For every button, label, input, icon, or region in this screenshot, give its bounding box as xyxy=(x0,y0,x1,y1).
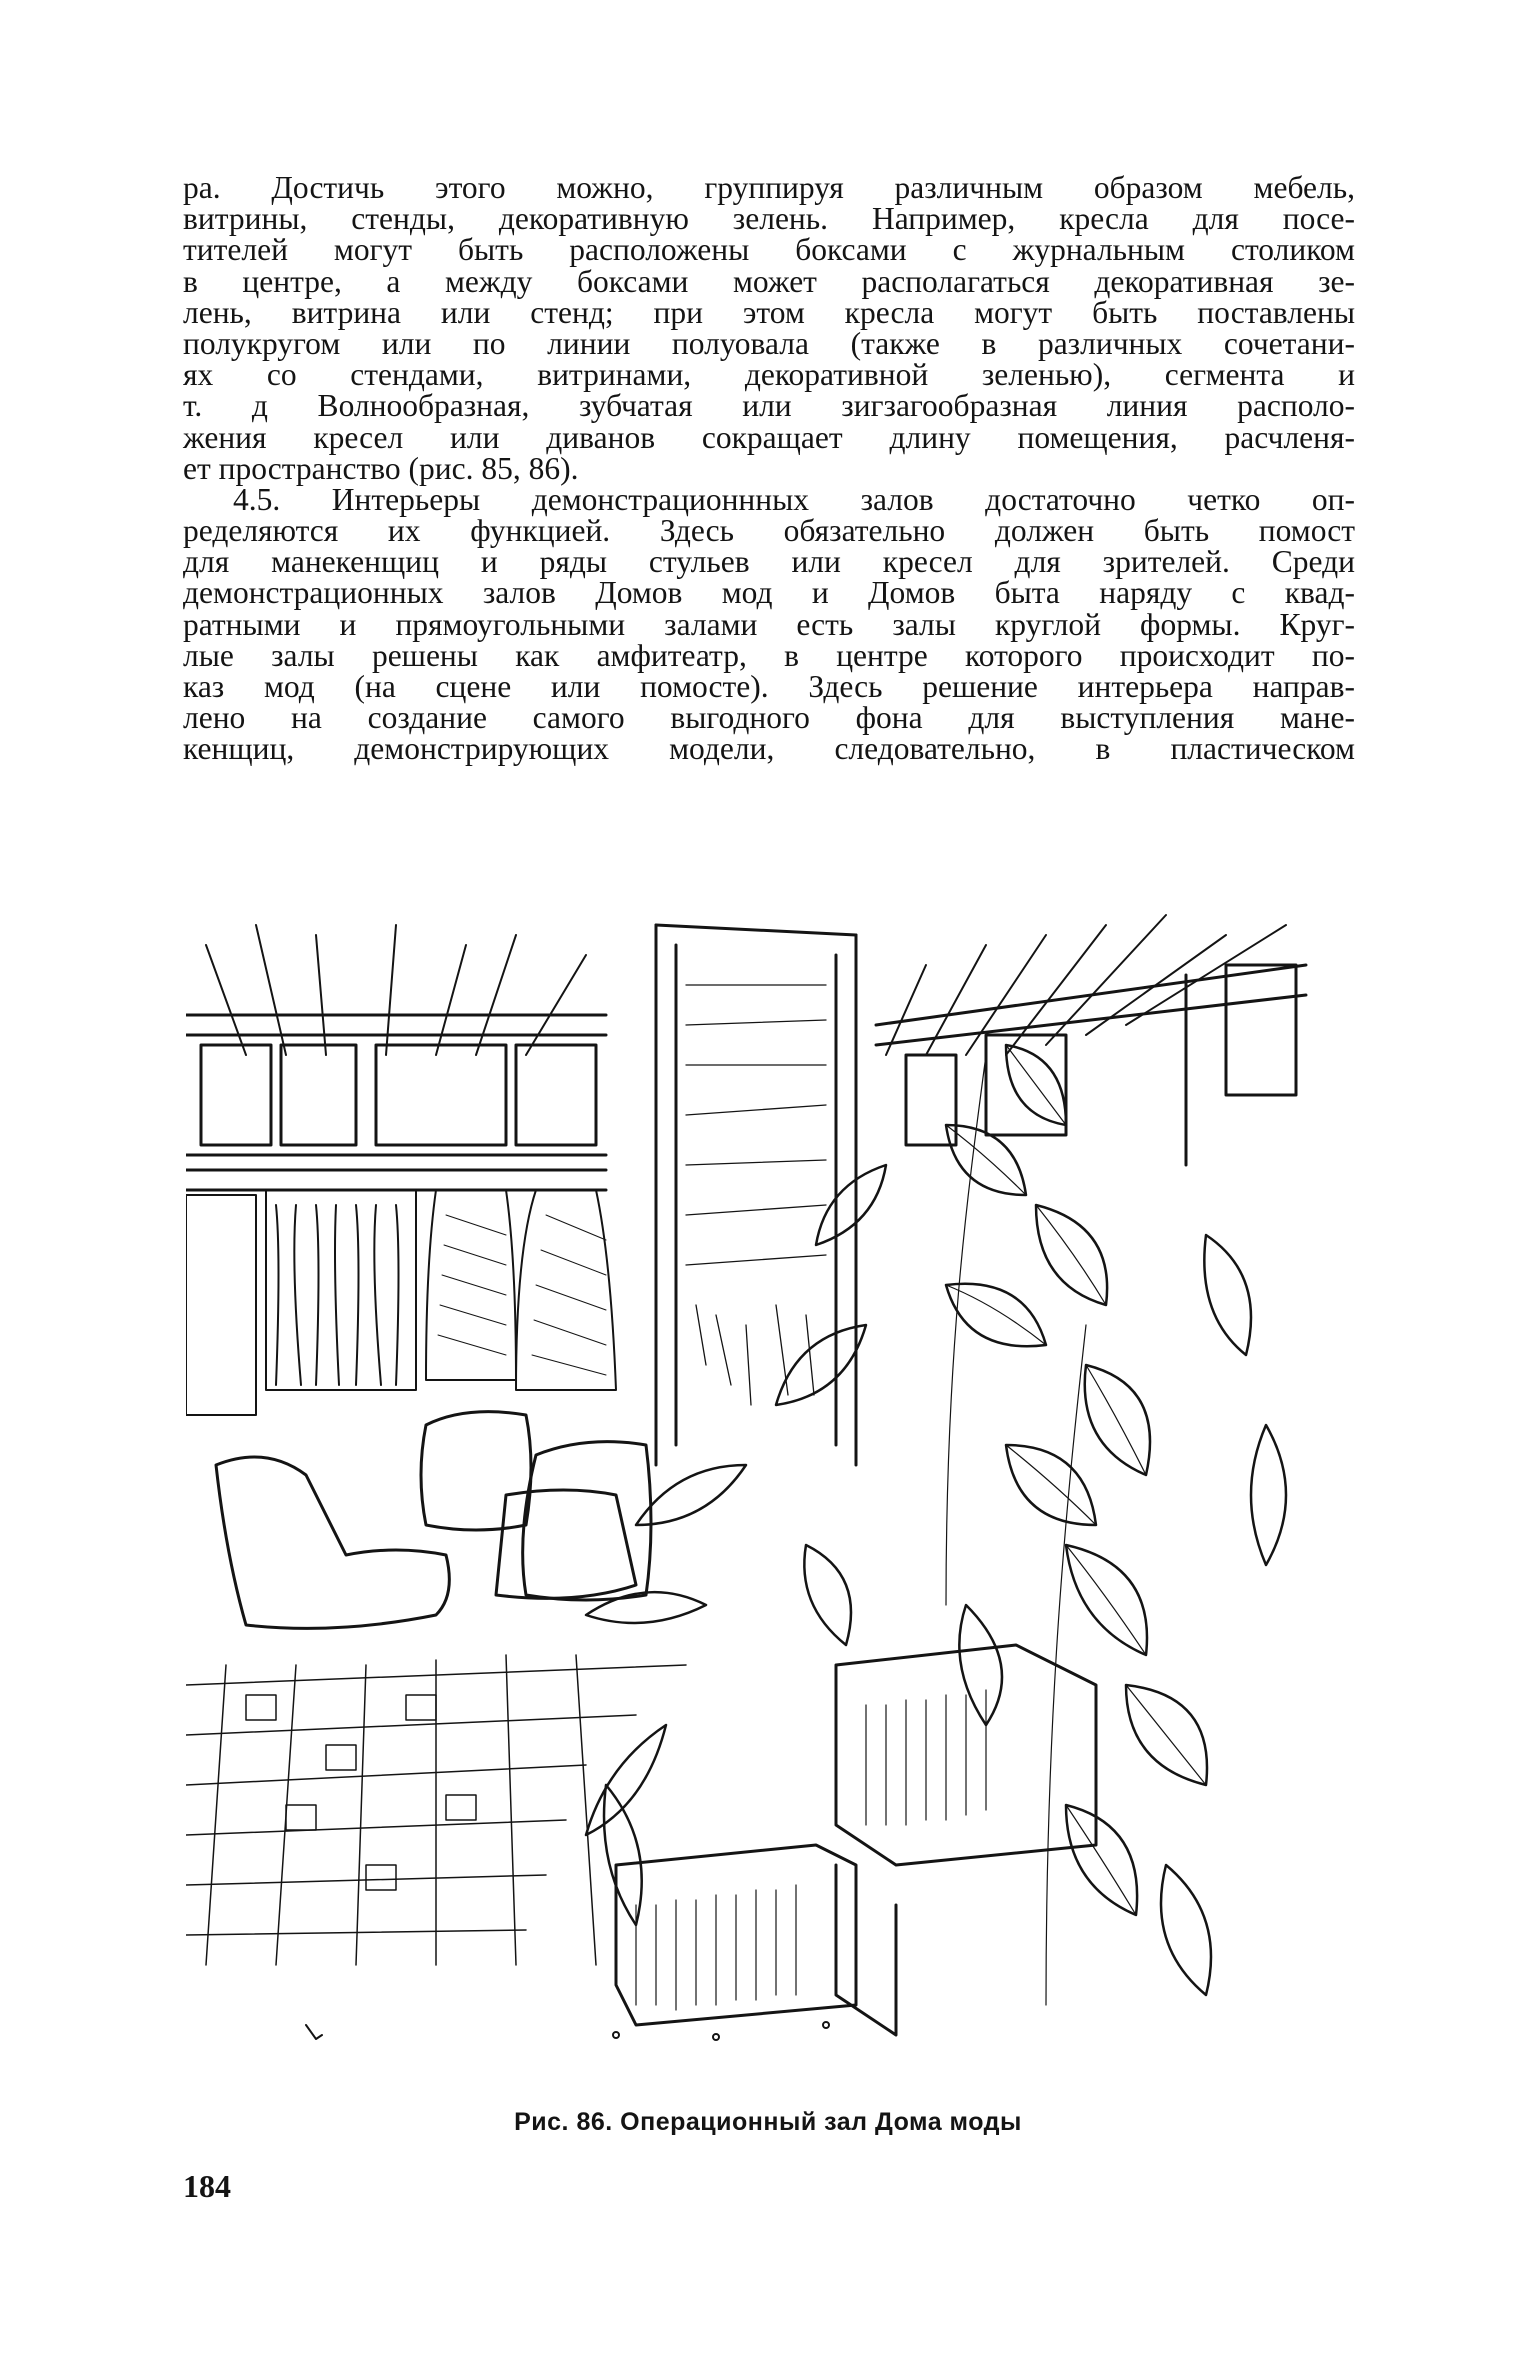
text-line: кенщиц, демонстрирующих модели, следовательно, в пластическом xyxy=(183,731,1355,767)
text-line: т. д Волнообразная, зубчатая или зигзагообразная линия располо- xyxy=(183,388,1355,424)
text-line: ет пространство (рис. 85, 86). xyxy=(183,450,579,486)
box-hatching xyxy=(636,1690,986,2010)
page-number: 184 xyxy=(183,2168,231,2204)
text-line: витрины, стенды, декоративную зелень. Например, кресла для посе- xyxy=(183,201,1355,237)
interior-drawing xyxy=(186,905,1356,2075)
text-line: в центре, а между боксами может располагаться декоративная зе- xyxy=(183,263,1355,299)
rack-hatching xyxy=(438,1215,606,1375)
text-line: ра. Достичь этого можно, группируя различным образом мебель, xyxy=(183,170,1355,205)
text-line: ях со стендами, витринами, декоративной зеленью), сегмента и xyxy=(183,357,1355,393)
clothes-racks xyxy=(186,1190,616,1415)
text-line: 4.5. Интерьеры демонстрационнных залов достаточно четко оп- xyxy=(233,481,1355,517)
armchairs xyxy=(216,1412,651,1629)
text-line: лень, витрина или стенд; при этом кресла могут быть поставлены xyxy=(183,294,1355,330)
text-line: тителей могут быть расположены боксами с журнальным столиком xyxy=(183,232,1355,268)
column-hatching xyxy=(686,985,826,1405)
plant-leaves xyxy=(586,1045,1286,1995)
paragraph-1 xyxy=(183,172,1355,484)
text-line: жения кресел или диванов сокращает длину помещения, расчленя- xyxy=(183,419,1355,455)
text-line: ределяются их функцией. Здесь обязательно должен быть помост xyxy=(183,513,1355,549)
figure-caption: Рис. 86. Операционный зал Дома моды xyxy=(514,2108,1022,2136)
central-column xyxy=(656,925,856,1465)
text-line: для манекенщиц и ряды стульев или кресел для зрителей. Среди xyxy=(183,544,1355,580)
paragraph-2 xyxy=(183,481,1355,767)
floor-marks xyxy=(306,2022,829,2040)
text-line: полукругом или по линии полуовала (также в различных сочетани- xyxy=(183,325,1355,361)
text-line: лено на создание самого выгодного фона для выступления мане- xyxy=(183,700,1355,736)
figure-illustration xyxy=(186,905,1356,2075)
text-line: каз мод (на сцене или помосте). Здесь решение интерьера направ- xyxy=(183,669,1355,704)
floor-tiles xyxy=(186,1655,686,1965)
text-line: ратными и прямоугольными залами есть залы круглой формы. Круг- xyxy=(183,606,1355,642)
text-line: лые залы решены как амфитеатр, в центре которого происходит по- xyxy=(183,637,1355,673)
body-text xyxy=(183,172,1355,765)
plant-boxes xyxy=(616,1645,1096,2035)
text-line: демонстрационных залов Домов мод и Домов быта наряду с квад- xyxy=(183,575,1355,611)
